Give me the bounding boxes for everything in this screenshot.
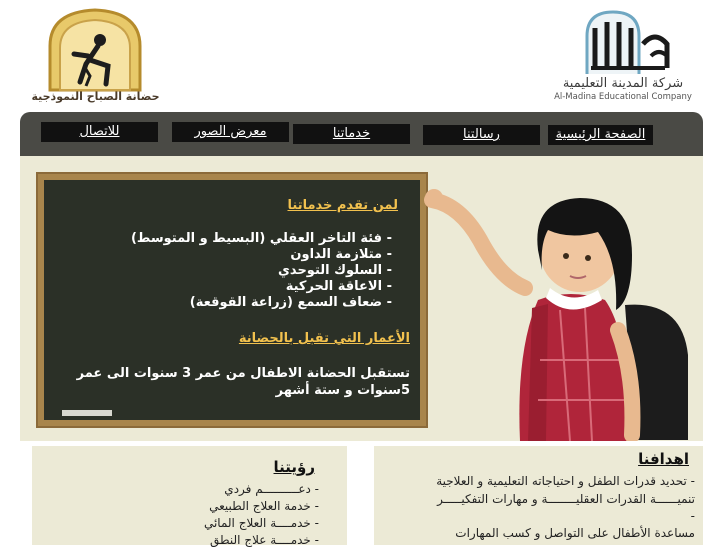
goals-item: - تحديد قدرات الطفل و احتياجاته التعليمية و العلاجية xyxy=(436,474,695,488)
company-name-arabic: شركة المدينة التعليمية xyxy=(562,76,684,91)
service-item: - ضعاف السمع (زراعة القوقعة) xyxy=(189,295,392,310)
ages-text-line: تستقبل الحضانة الاطفال من عمر 3 سنوات الى عمر xyxy=(76,366,410,381)
vision-item: - خدمــــة العلاج المائي xyxy=(203,516,319,530)
chalk-eraser xyxy=(62,410,112,416)
goals-item: مساعدة الأطفال على التواصل و كسب المهارات xyxy=(455,526,695,540)
nav-contact[interactable]: للاتصال xyxy=(41,122,158,142)
goals-item: - xyxy=(690,509,695,523)
ages-text-line: 5سنوات و ستة أشهر xyxy=(275,383,410,398)
vision-item: - خدمة العلاج الطبيعي xyxy=(209,499,319,513)
vision-item: - خدمــــة علاج النطق xyxy=(210,533,319,547)
nav-home[interactable]: الصفحة الرئيسية xyxy=(548,125,653,145)
service-item: - متلازمة الداون xyxy=(290,247,392,262)
main-navigation xyxy=(20,112,703,156)
ages-heading: الأعمار التي تقبل بالحضانة xyxy=(238,331,410,346)
nav-our-message[interactable]: رسالتنا xyxy=(423,125,540,145)
nav-our-services[interactable]: خدماتنا xyxy=(293,124,410,144)
service-item: - السلوك التوحدي xyxy=(278,263,392,278)
company-logo-emblem-icon xyxy=(555,8,705,80)
girl-pointing-icon xyxy=(420,160,703,441)
goals-box xyxy=(374,446,703,545)
vision-box xyxy=(32,446,347,545)
vision-heading: رؤيتنا xyxy=(273,458,315,476)
service-item: - الاعاقة الحركية xyxy=(285,279,392,294)
nursery-logo-caption: حضانة الصباح النموذجية xyxy=(31,90,160,103)
service-item: - فئة التاخر العقلي (البسيط و المتوسط) xyxy=(130,231,392,246)
services-heading: لمن تقدم خدماتنا xyxy=(287,198,398,213)
nav-photo-gallery[interactable]: معرض الصور xyxy=(172,122,289,142)
vision-item: - دعــــــــــم فردي xyxy=(224,482,319,496)
girl-illustration xyxy=(420,160,703,441)
nursery-logo-emblem-icon xyxy=(28,6,163,96)
blackboard-surface xyxy=(44,180,420,420)
company-name-english: Al-Madina Educational Company xyxy=(554,92,692,102)
goals-item: تنميــــــة القدرات العقليــــــــة و مهارات التفكيـــــر xyxy=(437,492,695,506)
goals-heading: اهدافنا xyxy=(638,450,689,468)
